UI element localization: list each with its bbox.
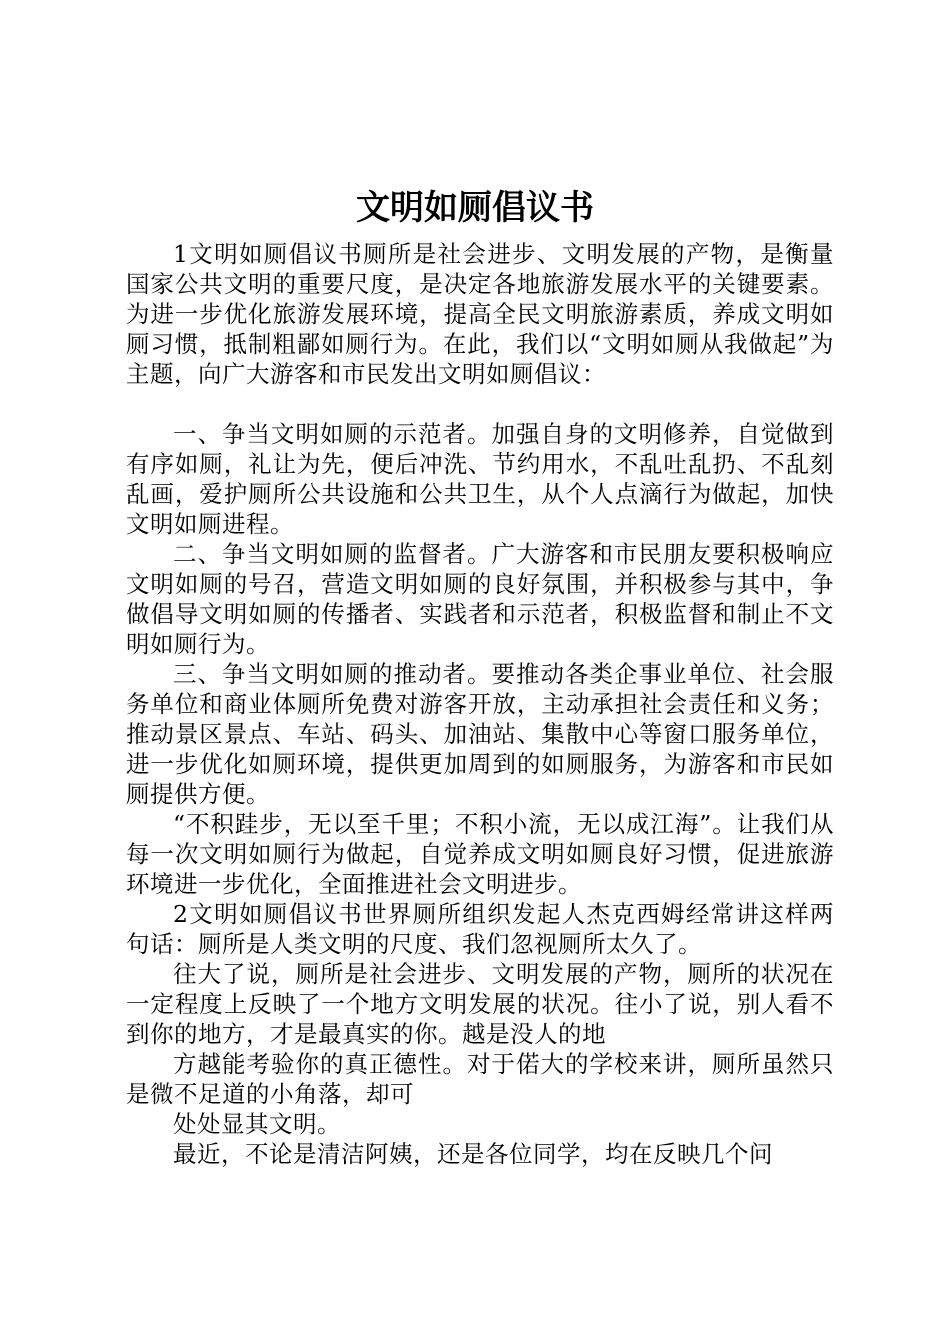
paragraph-intro: 1文明如厕倡议书厕所是社会进步、文明发展的产物，是衡量国家公共文明的重要尺度，是决定各地旅游发展水平的关键要素。为进一步优化旅游发展环境，提高全民文明旅游素质，养成文明如厕习惯，抵制粗鄙如厕行为。在此，我们以“文明如厕从我做起”为主题，向广大游客和市民发出文明如厕倡议： <box>126 240 834 388</box>
paragraph-quote: “不积跬步，无以至千里；不积小流，无以成江海”。让我们从每一次文明如厕行为做起，自觉养成文明如厕良好习惯，促进旅游环境进一步优化，全面推进社会文明进步。 <box>126 810 834 898</box>
document-body <box>126 239 834 1169</box>
paragraph-recent: 最近，不论是清洁阿姨，还是各位同学，均在反映几个问 <box>173 1140 773 1168</box>
paragraph-point-2: 二、争当文明如厕的监督者。广大游客和市民朋友要积极响应文明如厕的号召，营造文明如厕的良好氛围，并积极参与其中，争做倡导文明如厕的传播者、实践者和示范者，积极监督和制止不文明如厕行为。 <box>126 540 834 658</box>
paragraph-civility: 处处显其文明。 <box>173 1110 341 1138</box>
paragraph-virtue: 方越能考验你的真正德性。对于偌大的学校来讲，厕所虽然只是微不足道的小角落，却可 <box>126 1050 834 1108</box>
paragraph-point-1: 一、争当文明如厕的示范者。加强自身的文明修养，自觉做到有序如厕，礼让为先，便后冲洗、节约用水，不乱吐乱扔、不乱刻乱画，爱护厕所公共设施和公共卫生，从个人点滴行为做起，加快文明如厕进程。 <box>126 420 834 538</box>
paragraph-broad-view: 往大了说，厕所是社会进步、文明发展的产物，厕所的状况在一定程度上反映了一个地方文明发展的状况。往小了说，别人看不到你的地方，才是最真实的你。越是没人的地 <box>126 960 834 1048</box>
paragraph-point-3: 三、争当文明如厕的推动者。要推动各类企事业单位、社会服务单位和商业体厕所免费对游客开放，主动承担社会责任和义务；推动景区景点、车站、码头、加油站、集散中心等窗口服务单位，进一步优化如厕环境，提供更加周到的如厕服务，为游客和市民如厕提供方便。 <box>126 660 834 808</box>
document-title: 文明如厕倡议书 <box>356 188 594 228</box>
paragraph-second-intro: 2文明如厕倡议书世界厕所组织发起人杰克西姆经常讲这样两句话：厕所是人类文明的尺度、我们忽视厕所太久了。 <box>126 900 834 958</box>
